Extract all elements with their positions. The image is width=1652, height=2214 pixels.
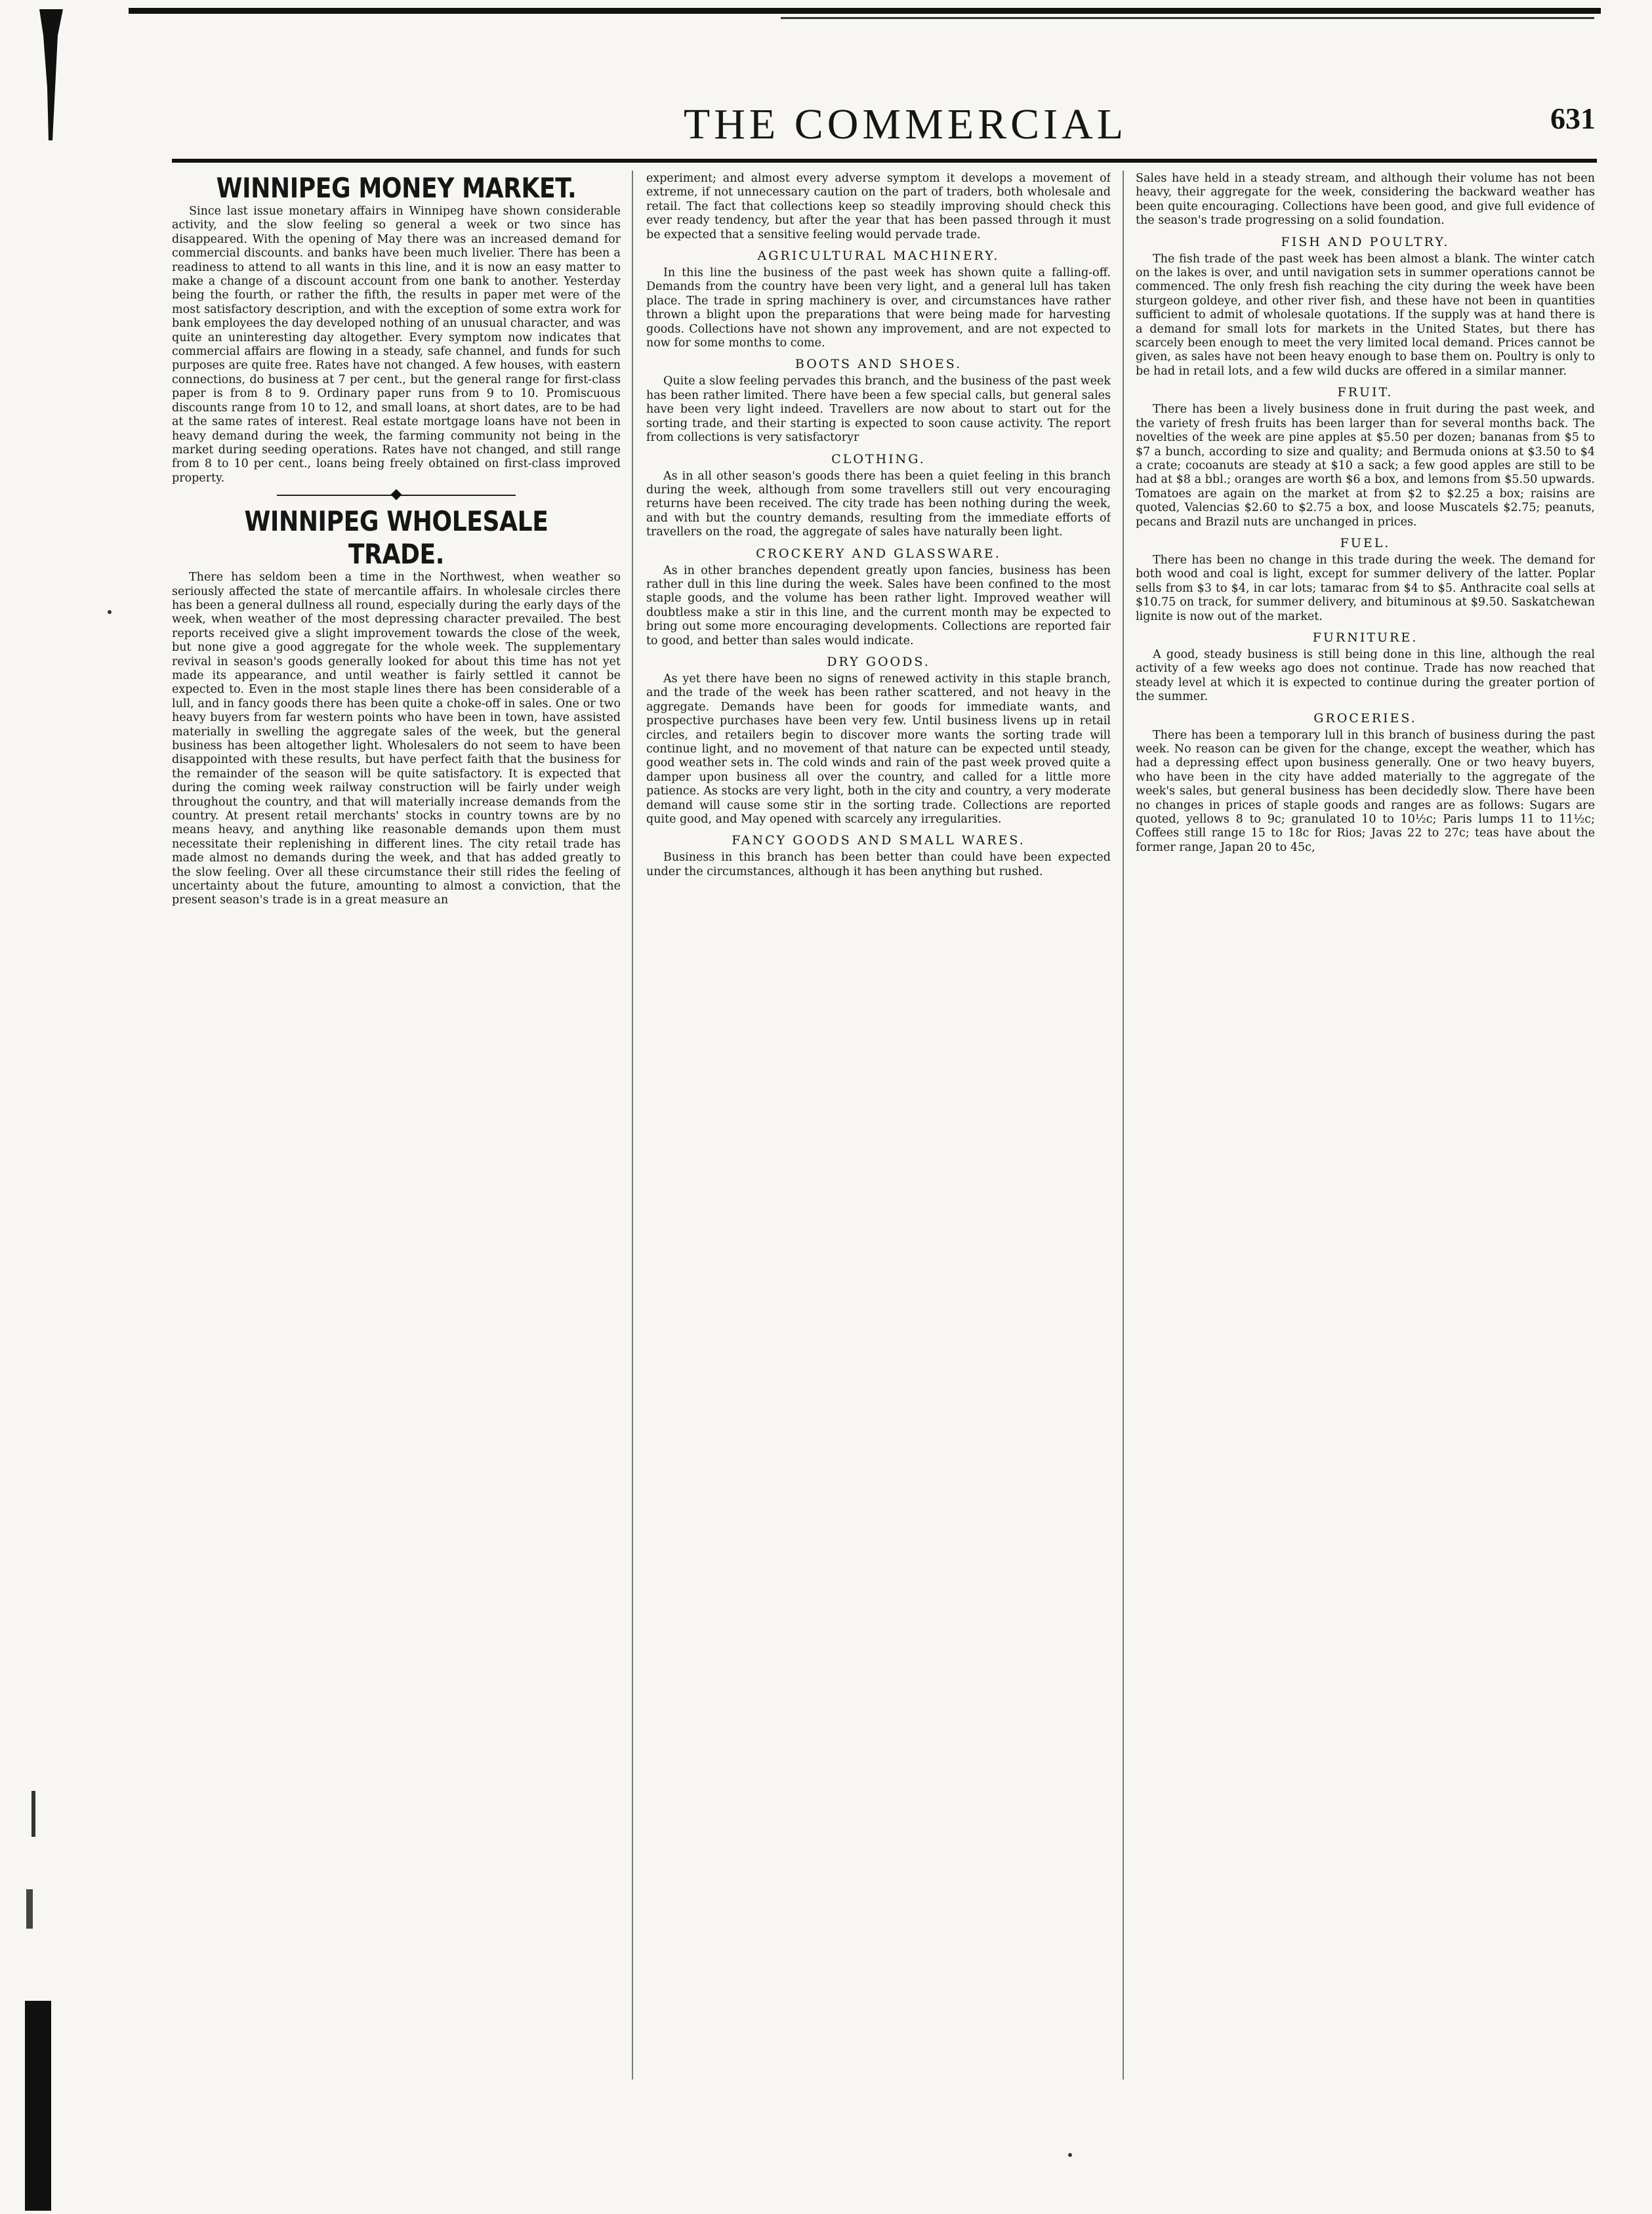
- article-title: WINNIPEG MONEY MARKET.: [216, 172, 577, 204]
- section-subheading: FISH AND POULTRY.: [1281, 234, 1450, 249]
- section-subheading: FRUIT.: [1337, 385, 1394, 400]
- article-paragraph: There has seldom been a time in the Northwest, when weather so seriously affected the state of mercantile affairs. In wholesale circles there has been a general dullness all round, especially during the early days of the week, when weather of the most depressing character prevailed. The best reports received give a slight improvement towards the close of the week, but none give a good aggregate for the whole week. The supplementary revival in season's goods generally looked for about this time has not yet made its appearance, and until weather is fairly settled it cannot be expected to. Even in the most staple lines there has been considerable of a lull, and in fancy goods there has been quite a choke-off in sales. One or two heavy buyers from far western points who have been in town, have assisted materially in swelling the aggregate sales of the week, but the general business has been altogether light. Wholesalers do not seem to have been disappointed with these results, but have perfect faith that the business for the remainder of the season will be quite satisfactory. It is expected that during the coming week railway construction will be fairly under weigh throughout the country, and that will materially increase demands from the country. At present retail merchants' stocks in country towns are by no means heavy, and anything like reasonable demands upon them must necessitate their replenishing in different lines. The city retail trade has made almost no demands during the week, and that has added greatly to the slow feeling. Over all these circumstance their still rides the feeling of uncertainty about the future, amounting to almost a conviction, that the present season's trade is in a great measure an: [172, 571, 621, 907]
- article-divider: [172, 487, 621, 504]
- section-subheading: CROCKERY AND GLASSWARE.: [756, 546, 1001, 561]
- article-paragraph: The fish trade of the past week has been almost a blank. The winter catch on the lakes is over, and until navigation sets in summer operations cannot be commenced. The only fresh fish reaching the city during the week have been sturgeon goldeye, and other river fish, and these have not been in quantities sufficient to admit of wholesale quotations. If the supply was at hand there is a demand for small lots for markets in the United States, but there has scarcely been enough to meet the very limited local demand. Prices cannot be given, as sales have not been heavy enough to base them on. Poultry is only to be had in retail lots, and a few wild ducks are offered in a similar manner.: [1136, 252, 1595, 378]
- top-border-rule: [129, 8, 1601, 14]
- column-separator: [1123, 171, 1124, 2080]
- scan-edge-mark: [20, 1791, 55, 2211]
- article-paragraph: There has been a temporary lull in this branch of business during the past week. No reason can be given for the change, except the weather, which has had a depressing effect upon business generally. One or two heavy buyers, who have been in the city have added materially to the aggregate of the week's sales, but general business has been decidedly slow. There have been no changes in prices of staple goods and ranges are as follows: Sugars are quoted, yellows 8 to 9c; granulated 10 to 10½c; Paris lumps 11 to 11½c; Coffees still range 15 to 18c for Rios; Javas 22 to 27c; teas have about the former range, Japan 20 to 45c,: [1136, 728, 1595, 854]
- section-subheading: BOOTS AND SHOES.: [795, 357, 962, 372]
- section-subheading: FUEL.: [1340, 535, 1391, 550]
- scan-binding-mark: [38, 9, 64, 140]
- article-paragraph: In this line the business of the past week has shown quite a falling-off. Demands from the country have been very light, and a general lull has taken place. The trade in spring machinery is over, and circumstances have rather thrown a blight upon the preparations that were being made for harvesting goods. Collections have not shown any improvement, and are not expected to now for some months to come.: [646, 266, 1111, 350]
- column-separator: [632, 171, 633, 2080]
- article-title: WINNIPEG WHOLESALE TRADE.: [244, 505, 548, 571]
- page-number: 631: [1550, 102, 1596, 135]
- article-paragraph: A good, steady business is still being done in this line, although the real activity of a few weeks ago does not continue. Trade has now reached that steady level at which it is expected to continue during the greater portion of the summer.: [1136, 647, 1595, 704]
- article-paragraph: There has been a lively business done in fruit during the past week, and the variety of fresh fruits has been larger than for several months back. The novelties of the week are pine apples at $5.50 per dozen; bananas from $5 to $7 a bunch, according to size and quality; and Bermuda onions at $3.50 to $4 a crate; cocoanuts are steady at $10 a sack; a few good apples are still to be had at $8 a bbl.; oranges are worth $6 a box, and lemons from $5.50 upwards. Tomatoes are again on the market at from $2 to $2.25 a box; raisins are quoted, Valencias $2.60 to $2.75 a box, and loose Muscatels $2.75; peanuts, pecans and Brazil nuts are unchanged in prices.: [1136, 403, 1595, 529]
- article-paragraph: As yet there have been no signs of renewed activity in this staple branch, and the trade of the week has been rather scattered, and not heavy in the aggregate. Demands have been for goods for immediate wants, and prospective purchases have been very few. Until business livens up in retail circles, and retailers begin to discover more wants the sorting trade will continue light, and no movement of that nature can be expected until steady, good weather sets in. The cold winds and rain of the past week proved quite a damper upon business all over the country, and called for a little more patience. As stocks are very light, both in the city and country, a very moderate demand will cause some stir in the sorting trade. Collections are reported quite good, and May opened with scarcely any irregularities.: [646, 672, 1111, 827]
- article-paragraph: As in other branches dependent greatly upon fancies, business has been rather dull in this line during the week. Sales have been confined to the most staple goods, and the volume has been rather light. Improved weather will doubtless make a stir in this line, and the current month may be expected to bring out some more encouraging developments. Collections are reported fair to good, and better than sales would indicate.: [646, 564, 1111, 647]
- article-paragraph: experiment; and almost every adverse symptom it develops a movement of extreme, if not unnecessary caution on the part of traders, both wholesale and retail. The fact that collections keep so steadily improving should check this ever ready tendency, but after the year that has been passed through it must be expected that a sensitive feeling would pervade trade.: [646, 172, 1111, 241]
- article-paragraph: Sales have held in a steady stream, and although their volume has not been heavy, their aggregate for the week, considering the backward weather has been quite encouraging. Collections have been good, and give full evidence of the season's trade progressing on a solid foundation.: [1136, 172, 1595, 228]
- article-paragraph: Business in this branch has been better than could have been expected under the circumstances, although it has been anything but rushed.: [646, 851, 1111, 878]
- article-paragraph: As in all other season's goods there has been a quiet feeling in this branch during the week, although from some travellers still out very encouraging returns have been received. The city trade has been nothing during the week, and with but the country demands, resulting from the immediate efforts of travellers on the road, the aggregate of sales have naturally been light.: [646, 469, 1111, 539]
- masthead-rule: [172, 159, 1597, 163]
- section-subheading: DRY GOODS.: [827, 654, 930, 669]
- scan-dot: [108, 610, 112, 614]
- article-paragraph: There has been no change in this trade during the week. The demand for both wood and coal is light, except for summer delivery of the latter. Poplar sells from $3 to $4, in car lots; tamarac from $4 to $5. Anthracite coal sells at $10.75 on track, for summer delivery, and bituminous at $9.50. Saskatchewan lignite is now out of the market.: [1136, 553, 1595, 623]
- section-subheading: FURNITURE.: [1312, 630, 1418, 645]
- masthead-title: THE COMMERCIAL: [683, 100, 1128, 148]
- article-paragraph: Since last issue monetary affairs in Winnipeg have shown considerable activity, and the slow feeling so general a week or two since has disappeared. With the opening of May there was an increased demand for commercial discounts. and banks have been much livelier. There has been a readiness to attend to all wants in this line, and it is now an easy matter to make a change of a discount account from one bank to another. Yesterday being the fourth, or rather the fifth, the results in paper met were of the most satisfactory description, and with the exception of some extra work for bank employees the day developed nothing of an unusual character, and was quite an uninteresting day altogether. Every symptom now indicates that commercial affairs are flowing in a steady, safe channel, and funds for such purposes are quite free. Rates have not changed. A few houses, with eastern connections, do business at 7 per cent., but the general range for first-class paper is from 8 to 9. Ordinary paper runs from 9 to 10. Promiscuous discounts range from 10 to 12, and small loans, at short dates, are to be had at the same rates of interest. Real estate mortgage loans have not been in heavy demand during the week, the farming community not being in the market during seeding operations. Rates have not changed, and still range from 8 to 10 per cent., loans being freely obtained on first-class improved property.: [172, 205, 621, 485]
- text-column-3: [1136, 172, 1595, 2140]
- text-column-2: [646, 172, 1111, 2140]
- article-paragraph: Quite a slow feeling pervades this branch, and the business of the past week has been rather limited. There have been a few special calls, but general sales have been very light indeed. Travellers are now about to start out for the sorting trade, and their starting is expected to soon cause activity. The report from collections is very satisfactoryr: [646, 375, 1111, 445]
- section-subheading: CLOTHING.: [831, 451, 926, 466]
- section-subheading: FANCY GOODS AND SMALL WARES.: [732, 833, 1025, 848]
- scan-dot: [1068, 2153, 1072, 2157]
- top-border-rule-thin: [781, 17, 1594, 19]
- section-subheading: AGRICULTURAL MACHINERY.: [757, 249, 1000, 264]
- text-column-1: [172, 172, 621, 2140]
- section-subheading: GROCERIES.: [1313, 710, 1417, 726]
